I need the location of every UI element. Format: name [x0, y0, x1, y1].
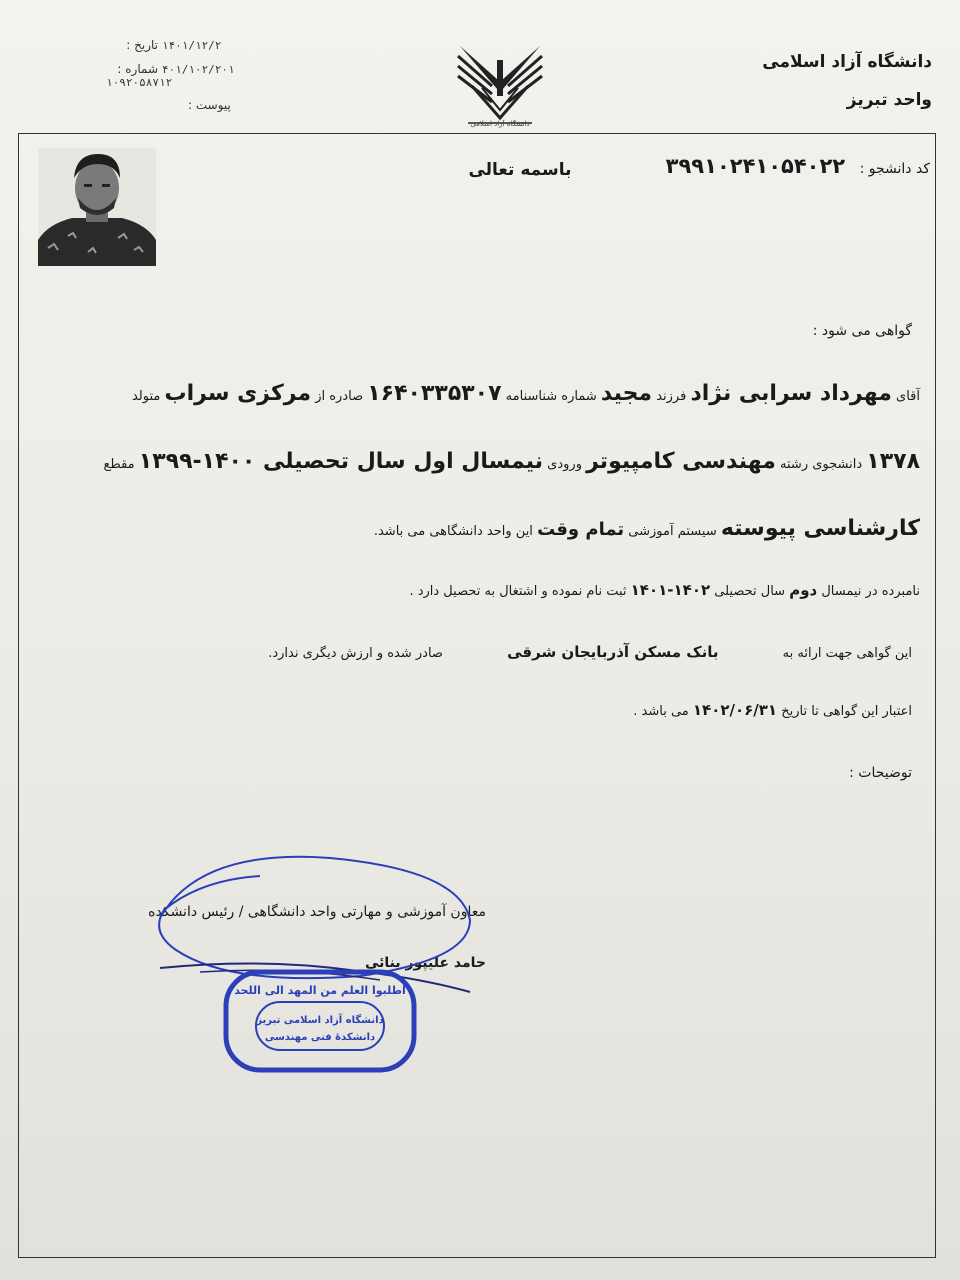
stamp-line-1: دانشگاه آزاد اسلامی تبریز	[256, 1015, 384, 1026]
stamp-line-2: دانشکدهٔ فنی مهندسی	[264, 1032, 376, 1043]
recipient: بانک مسکن آذربایجان شرقی	[507, 643, 719, 661]
issue-city: مرکزی سراب	[164, 381, 312, 406]
university-name: دانشگاه آزاد اسلامی	[762, 52, 932, 72]
system-label: سیستم آموزشی	[628, 524, 717, 539]
sir-label: آقای	[896, 389, 920, 404]
degree-level: کارشناسی پیوسته	[720, 516, 920, 541]
child-of-label: فرزند	[656, 389, 687, 404]
line5-tail: صادر شده و ارزش دیگری ندارد.	[268, 646, 443, 661]
attachment-label: پیوست :	[188, 98, 231, 112]
notes-label: توضیحات :	[849, 765, 912, 781]
line4-tail: ثبت نام نموده و اشتغال به تحصیل دارد .	[409, 584, 627, 599]
number-label: شماره :	[117, 62, 158, 76]
entry-label: ورودی	[547, 457, 582, 472]
student-code-value: ۳۹۹۱۰۲۴۱۰۵۴۰۲۲	[665, 154, 846, 178]
birth-year: ۱۳۷۸	[866, 449, 920, 474]
major: مهندسی کامپیوتر	[586, 449, 776, 474]
line6-tail: می باشد .	[633, 704, 689, 719]
issued-from-label: صادره از	[315, 389, 364, 404]
student-code	[666, 154, 930, 178]
year-label: سال تحصیلی	[714, 584, 786, 599]
father-name: مجید	[600, 381, 653, 406]
current-year: ۱۴۰۲-۱۴۰۱	[630, 581, 711, 599]
stamp-motto: اطلبوا العلم من المهد الی اللحد	[234, 984, 406, 997]
id-number: ۱۶۴۰۳۳۵۳۰۷	[367, 381, 502, 406]
study-system: تمام وقت	[537, 519, 625, 540]
body-line-5	[268, 643, 912, 661]
number-value-1: ۴۰۱/۱۰۲/۲۰۱	[161, 63, 235, 76]
date-value: ۱۴۰۱/۱۲/۲	[161, 39, 222, 52]
student-code-label: کد دانشجو :	[859, 161, 930, 177]
level-label: مقطع	[103, 457, 135, 472]
logo-caption: دانشگاه آزاد اسلامی	[470, 120, 530, 128]
university-stamp	[222, 968, 418, 1074]
current-semester: دوم	[789, 581, 818, 599]
bismillah: باسمه تعالی	[468, 160, 572, 180]
number-value-2: ۱۰۹۲۰۵۸۷۱۲	[106, 76, 173, 89]
validity-date: ۱۴۰۲/۰۶/۳۱	[692, 701, 778, 719]
body-line-4	[409, 581, 920, 599]
certificate-frame	[18, 133, 936, 1258]
line6-intro: اعتبار این گواهی تا تاریخ	[781, 704, 912, 719]
body-line-1	[132, 381, 920, 406]
signature-title: معاون آموزشی و مهارتی واحد دانشگاهی / رئیس دانشکده	[148, 904, 486, 920]
number-row	[100, 62, 252, 76]
date-row	[100, 38, 252, 52]
body-line-3	[374, 516, 920, 541]
id-label: شماره شناسنامه	[505, 389, 597, 404]
student-photo	[38, 148, 156, 266]
line4-intro: نامبرده در نیمسال	[821, 584, 920, 599]
student-name: مهرداد سرابی نژاد	[690, 381, 892, 406]
major-label: دانشجوی رشته	[780, 457, 863, 472]
date-label: تاریخ :	[126, 38, 158, 52]
entry-semester: نیمسال اول سال تحصیلی ۱۴۰۰-۱۳۹۹	[138, 449, 544, 474]
line3-tail: این واحد دانشگاهی می باشد.	[373, 524, 533, 539]
signature-name: حامد علیپور بنائی	[364, 955, 486, 971]
body-line-2	[104, 449, 920, 474]
certify-text: گواهی می شود :	[812, 323, 912, 339]
line5-intro: این گواهی جهت ارائه به	[782, 646, 912, 661]
branch-name: واحد تبریز	[846, 90, 932, 110]
body-line-6	[633, 701, 912, 719]
born-label: متولد	[131, 389, 161, 404]
